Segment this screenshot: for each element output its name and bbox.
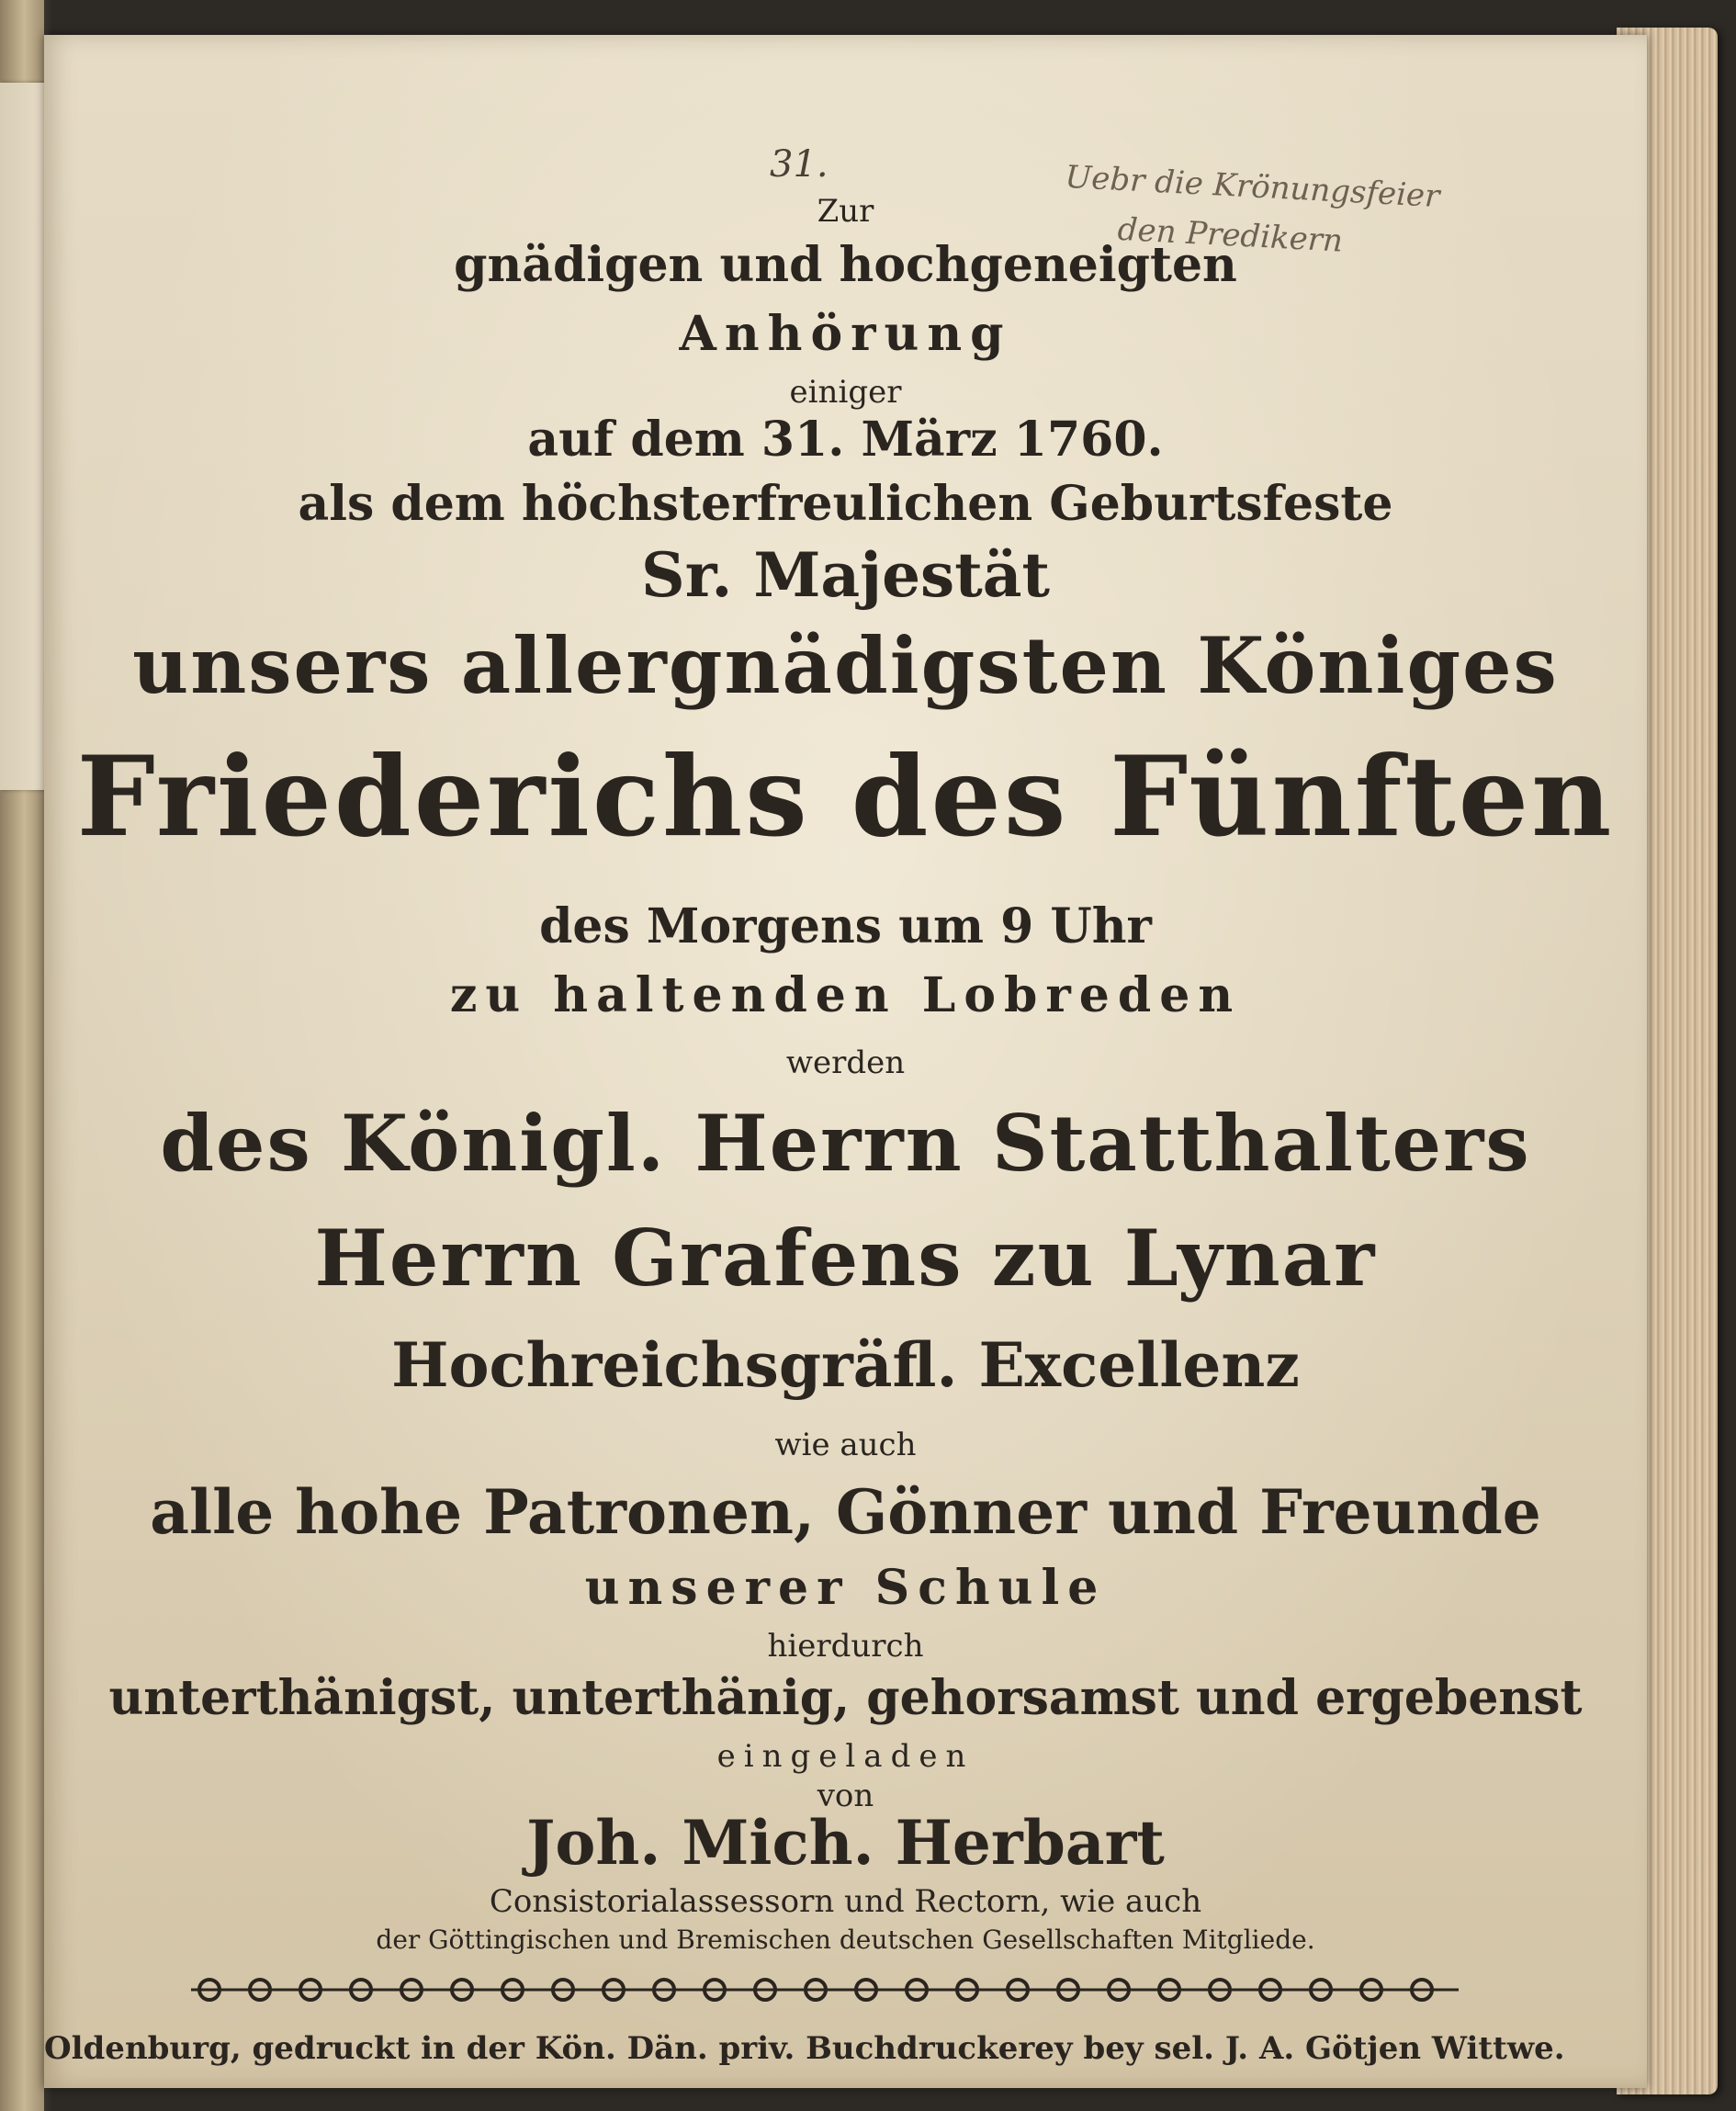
- title-line: unsers allergnädigsten Königes: [132, 620, 1559, 711]
- title-line: auf dem 31. März 1760.: [527, 412, 1164, 468]
- title-line: Hochreichsgräfl. Excellenz: [391, 1329, 1300, 1401]
- author-name: Joh. Mich. Herbart: [526, 1807, 1165, 1879]
- title-line: alle hohe Patronen, Gönner und Freunde: [150, 1476, 1541, 1548]
- title-line: unserer Schule: [584, 1560, 1107, 1616]
- title-line: Anhörung: [679, 306, 1012, 362]
- title-line: Sr. Majestät: [641, 539, 1050, 611]
- title-line: von: [817, 1778, 874, 1814]
- ornament-border: [191, 1971, 1459, 2008]
- handwritten-line: den Predikern: [1116, 210, 1344, 260]
- title-line: werden: [785, 1044, 906, 1081]
- title-line: des Königl. Herrn Statthalters: [160, 1098, 1531, 1189]
- title-text: [44, 35, 1647, 2088]
- title-line: zu haltenden Lobreden: [449, 967, 1242, 1023]
- title-line: der Göttingischen und Bremischen deutschen Gesellschaften Mitgliede.: [376, 1925, 1315, 1955]
- folio-number: 31.: [770, 143, 829, 186]
- title-line: als dem höchsterfreulichen Geburtsfeste: [298, 476, 1393, 532]
- title-line: Herrn Grafens zu Lynar: [314, 1213, 1377, 1304]
- title-line: des Morgens um 9 Uhr: [539, 898, 1152, 954]
- title-line-king: Friederichs des Fünften: [76, 732, 1615, 862]
- title-line: hierdurch: [767, 1628, 924, 1665]
- title-line: wie auch: [774, 1427, 917, 1463]
- title-line: einiger: [789, 374, 902, 411]
- imprint-line: Oldenburg, gedruckt in der Kön. Dän. priv. Buchdruckerey bey sel. J. A. Götjen Wittwe.: [44, 2030, 1565, 2067]
- title-line: unterthänigst, unterthänig, gehorsamst und ergebenst: [108, 1670, 1583, 1726]
- title-page: [44, 35, 1647, 2088]
- title-line: Zur: [817, 193, 874, 230]
- title-line: Consistorialassessorn und Rectorn, wie auch: [489, 1883, 1202, 1920]
- title-line: gnädigen und hochgeneigten: [454, 237, 1237, 293]
- handwritten-line: Uebr die Krönungsfeier: [1064, 158, 1441, 216]
- title-line: eingeladen: [716, 1738, 975, 1775]
